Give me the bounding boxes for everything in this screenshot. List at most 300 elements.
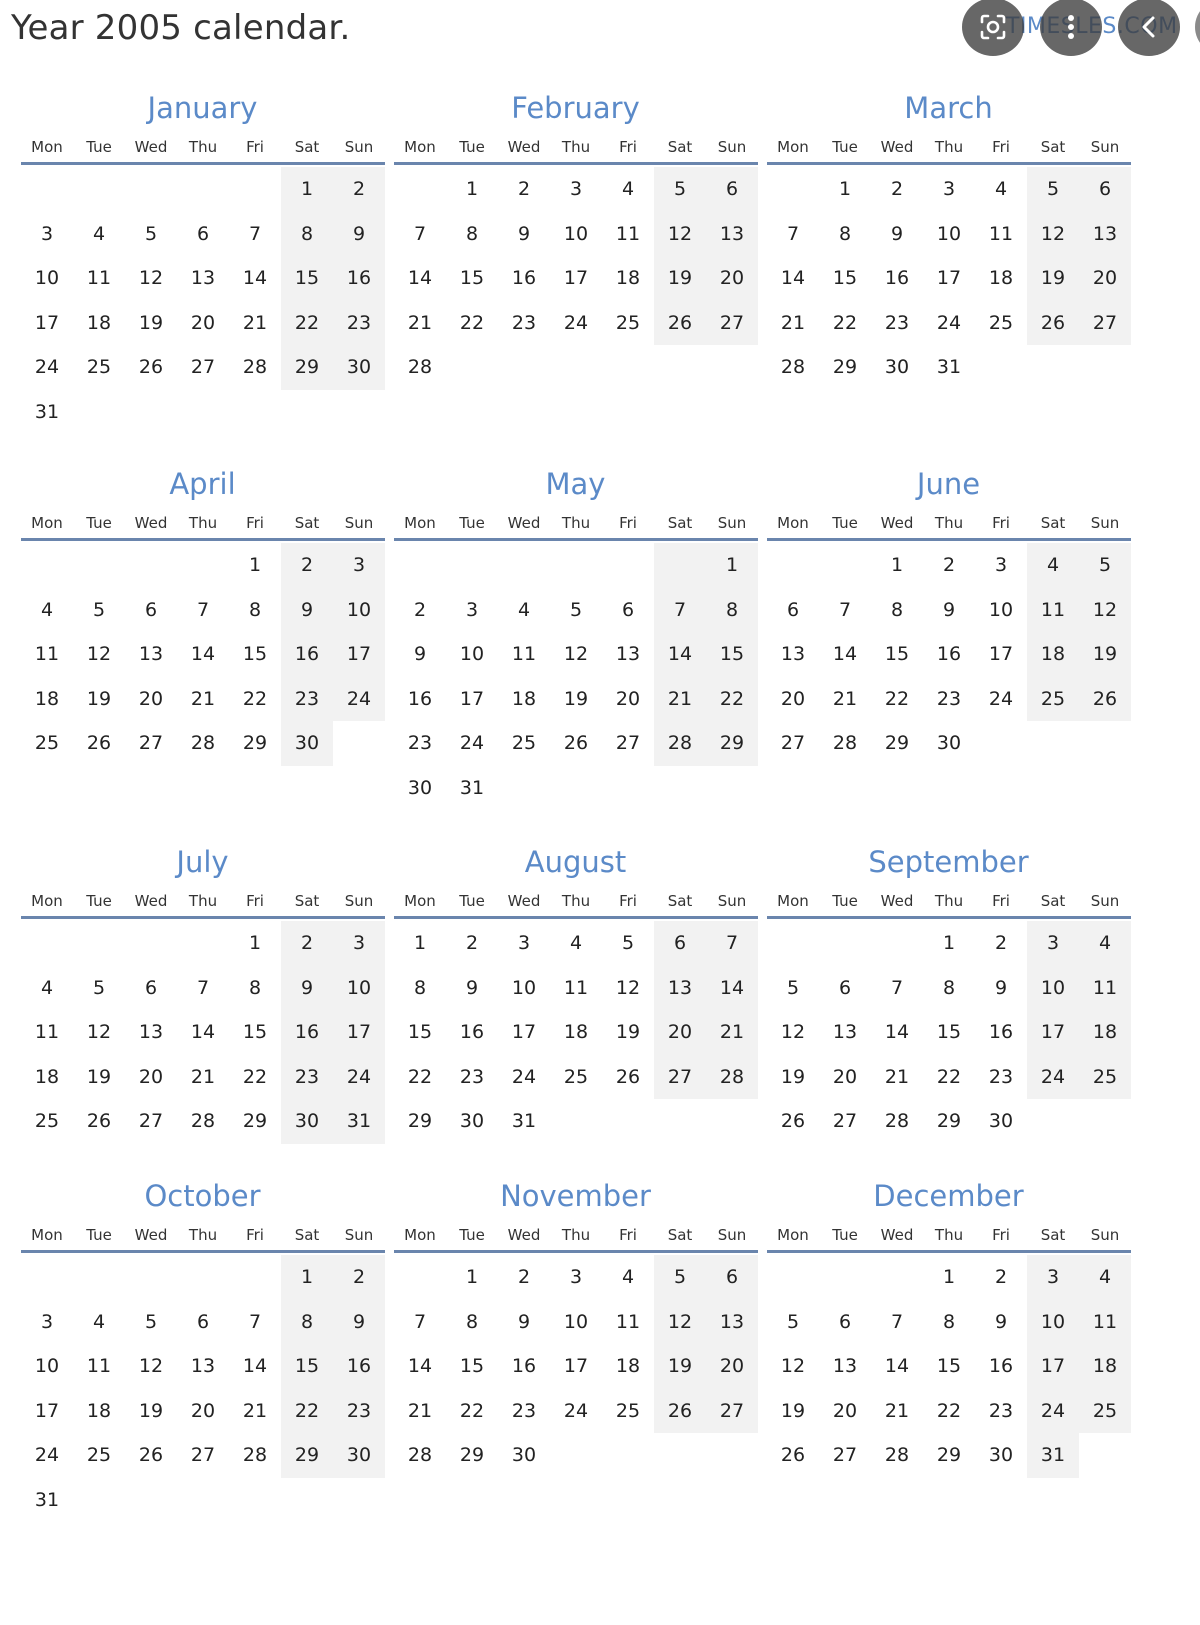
day-cell: 29 [936,1110,962,1132]
weekday-label: Sat [1040,138,1066,156]
day-cell: 25 [615,311,641,334]
day-cell: 31 [333,1099,385,1144]
day-cell: 8 [281,1300,333,1345]
day-cell: 25 [511,732,537,754]
day-cell: 11 [511,643,537,665]
day-cell: 18 [988,267,1014,289]
day-cell: 14 [190,1021,216,1043]
month-title: March [904,91,993,125]
empty-cell [177,921,229,966]
weekday-label: Tue [459,514,485,532]
day-cell: 18 [1079,1010,1131,1055]
weekday-label: Thu [561,138,591,156]
page-title: Year 2005 calendar. [11,8,351,48]
weekday-label: Tue [86,138,112,156]
empty-cell [819,921,871,966]
empty-cell [819,543,871,588]
empty-cell [394,1255,446,1300]
day-cell: 28 [242,356,268,378]
day-cell: 12 [1079,588,1131,633]
day-cell: 9 [517,222,531,245]
empty-cell [73,167,125,212]
day-cell: 28 [884,1110,910,1132]
weekday-label: Sun [717,892,747,910]
empty-cell [767,167,819,212]
day-cell: 13 [1079,212,1131,257]
empty-cell [21,1255,73,1300]
edge-button[interactable] [1195,0,1200,56]
day-cell: 22 [407,1065,433,1088]
day-cell: 17 [563,267,589,289]
day-cell: 20 [832,1065,858,1088]
day-cell: 17 [563,1355,589,1377]
day-cell: 10 [563,222,589,245]
weekday-header [394,510,758,541]
month-march [766,82,1131,390]
day-cell: 8 [413,976,427,999]
day-cell: 20 [1079,256,1131,301]
day-cell: 16 [511,1355,537,1377]
day-cell: 4 [1079,1255,1131,1300]
day-cell: 6 [144,976,158,999]
day-cell: 18 [34,1065,60,1088]
day-grid [21,921,385,1144]
day-cell: 10 [511,976,537,999]
day-cell: 16 [988,1355,1014,1377]
day-cell: 19 [563,687,589,710]
day-cell: 7 [196,976,210,999]
day-cell: 13 [615,643,641,665]
empty-cell [21,167,73,212]
month-january [20,82,385,434]
day-cell: 13 [190,267,216,289]
day-cell: 9 [994,1310,1008,1333]
day-cell: 31 [34,1488,60,1511]
day-grid [21,1255,385,1522]
day-cell: 10 [333,966,385,1011]
day-cell: 21 [780,311,806,334]
weekday-label: Mon [404,514,436,532]
day-cell: 24 [563,1399,589,1422]
weekday-label: Fri [246,138,264,156]
day-cell: 15 [281,256,333,301]
day-cell: 7 [248,222,262,245]
day-cell: 14 [832,643,858,665]
weekday-label: Mon [777,514,809,532]
day-cell: 14 [884,1021,910,1043]
day-cell: 6 [654,921,706,966]
day-cell: 1 [942,932,956,954]
day-cell: 26 [138,356,164,378]
weekday-label: Sat [667,514,693,532]
day-cell: 20 [780,687,806,710]
day-cell: 5 [1027,167,1079,212]
day-cell: 29 [242,732,268,754]
day-cell: 16 [884,267,910,289]
weekday-label: Sat [667,138,693,156]
empty-cell [550,543,602,588]
day-cell: 24 [333,1055,385,1100]
day-cell: 18 [615,1355,641,1377]
weekday-label: Fri [246,514,264,532]
day-cell: 27 [654,1055,706,1100]
day-cell: 19 [780,1399,806,1422]
day-cell: 18 [86,1399,112,1422]
day-cell: 22 [459,311,485,334]
weekday-header [21,510,385,541]
day-cell: 3 [40,222,54,245]
weekday-label: Sat [667,1226,693,1244]
weekday-header [394,1222,758,1253]
day-cell: 3 [40,1310,54,1333]
day-cell: 16 [281,1010,333,1055]
day-cell: 1 [465,1266,479,1288]
day-grid [394,543,758,810]
day-cell: 26 [780,1110,806,1132]
weekday-label: Sat [1040,514,1066,532]
weekday-label: Sun [1090,1226,1120,1244]
day-cell: 17 [459,687,485,710]
day-cell: 6 [838,976,852,999]
weekday-label: Wed [880,514,914,532]
day-cell: 14 [407,1355,433,1377]
day-cell: 24 [936,311,962,334]
weekday-label: Wed [880,138,914,156]
empty-cell [21,921,73,966]
weekday-label: Sun [344,1226,374,1244]
day-cell: 3 [333,921,385,966]
day-cell: 8 [248,598,262,621]
weekday-label: Sun [344,892,374,910]
day-cell: 14 [706,966,758,1011]
day-cell: 7 [413,222,427,245]
day-cell: 13 [780,643,806,665]
weekday-label: Tue [86,1226,112,1244]
day-cell: 22 [832,311,858,334]
day-cell: 4 [40,976,54,999]
day-cell: 2 [994,932,1008,954]
weekday-label: Sat [294,138,320,156]
day-cell: 12 [138,267,164,289]
lens-button[interactable] [962,0,1024,56]
weekday-label: Thu [561,892,591,910]
weekday-label: Sat [294,892,320,910]
empty-cell [73,1255,125,1300]
day-cell: 28 [780,356,806,378]
day-cell: 28 [884,1444,910,1466]
weekday-label: Sun [717,514,747,532]
day-grid [21,167,385,434]
weekday-label: Tue [832,514,858,532]
day-cell: 22 [242,687,268,710]
weekday-header [767,888,1131,919]
empty-cell [767,1255,819,1300]
weekday-label: Mon [31,514,63,532]
day-cell: 23 [511,311,537,334]
month-title: July [176,845,229,879]
day-cell: 15 [242,643,268,665]
day-cell: 31 [511,1110,537,1132]
day-cell: 18 [615,267,641,289]
day-cell: 11 [1079,1300,1131,1345]
weekday-label: Thu [188,1226,218,1244]
weekday-label: Tue [459,1226,485,1244]
day-cell: 31 [34,400,60,423]
day-cell: 2 [994,1266,1008,1288]
day-cell: 10 [34,267,60,289]
day-cell: 19 [780,1065,806,1088]
weekday-label: Mon [777,1226,809,1244]
day-cell: 19 [654,256,706,301]
day-cell: 18 [86,311,112,334]
month-title: June [916,467,981,501]
day-cell: 9 [942,598,956,621]
day-cell: 20 [706,256,758,301]
day-cell: 10 [459,643,485,665]
day-cell: 19 [1079,632,1131,677]
day-cell: 6 [196,1310,210,1333]
day-cell: 19 [86,1065,112,1088]
weekday-label: Sun [1090,138,1120,156]
day-cell: 11 [86,267,112,289]
weekday-label: Fri [246,1226,264,1244]
day-cell: 3 [1027,921,1079,966]
day-cell: 30 [281,721,333,766]
month-title: November [500,1179,651,1213]
weekday-label: Wed [507,138,541,156]
day-cell: 12 [615,976,641,999]
day-cell: 22 [936,1399,962,1422]
day-cell: 15 [884,643,910,665]
day-cell: 13 [832,1355,858,1377]
day-cell: 29 [407,1110,433,1132]
day-cell: 9 [333,1300,385,1345]
empty-cell [177,167,229,212]
month-september [766,836,1131,1144]
weekday-label: Sun [717,138,747,156]
day-cell: 5 [621,932,635,954]
weekday-label: Thu [934,1226,964,1244]
day-cell: 29 [884,732,910,754]
day-cell: 15 [936,1355,962,1377]
day-cell: 14 [884,1355,910,1377]
weekday-label: Fri [619,1226,637,1244]
day-cell: 23 [281,1055,333,1100]
day-cell: 28 [407,356,433,378]
month-title: April [169,467,236,501]
day-grid [394,167,758,390]
empty-cell [498,543,550,588]
day-cell: 4 [621,1266,635,1288]
day-cell: 24 [1027,1389,1079,1434]
day-cell: 10 [34,1355,60,1377]
day-cell: 21 [884,1399,910,1422]
weekday-label: Fri [619,138,637,156]
day-cell: 3 [994,554,1008,576]
day-cell: 27 [706,1389,758,1434]
day-cell: 10 [1027,966,1079,1011]
day-cell: 18 [34,687,60,710]
day-cell: 21 [407,1399,433,1422]
weekday-label: Wed [507,892,541,910]
back-button[interactable] [1118,0,1180,56]
day-cell: 19 [138,311,164,334]
day-cell: 10 [936,222,962,245]
weekday-label: Tue [459,138,485,156]
day-cell: 22 [884,687,910,710]
day-cell: 15 [459,267,485,289]
day-cell: 31 [459,776,485,799]
day-cell: 21 [832,687,858,710]
day-cell: 5 [786,976,800,999]
weekday-label: Mon [777,892,809,910]
day-cell: 26 [1027,301,1079,346]
day-cell: 19 [138,1399,164,1422]
day-cell: 18 [563,1021,589,1043]
weekday-label: Tue [832,138,858,156]
day-cell: 21 [654,677,706,722]
weekday-label: Wed [134,138,168,156]
day-cell: 2 [517,1266,531,1288]
day-cell: 7 [706,921,758,966]
day-grid [767,543,1131,766]
day-cell: 11 [615,222,641,245]
day-cell: 20 [190,1399,216,1422]
weekday-label: Tue [832,892,858,910]
month-title: February [511,91,640,125]
weekday-label: Sat [1040,892,1066,910]
day-cell: 25 [1079,1389,1131,1434]
day-cell: 3 [517,932,531,954]
day-cell: 9 [281,966,333,1011]
weekday-label: Wed [134,892,168,910]
weekday-label: Mon [404,892,436,910]
empty-cell [229,167,281,212]
day-cell: 29 [832,356,858,378]
month-august [393,836,758,1144]
day-cell: 27 [615,732,641,754]
day-cell: 23 [333,301,385,346]
day-cell: 16 [459,1021,485,1043]
weekday-header [767,510,1131,541]
month-title: September [868,845,1029,879]
empty-cell [819,1255,871,1300]
day-cell: 21 [407,311,433,334]
weekday-label: Wed [880,892,914,910]
day-cell: 17 [34,1399,60,1422]
day-cell: 19 [615,1021,641,1043]
day-cell: 1 [281,167,333,212]
weekday-label: Sun [1090,514,1120,532]
weekday-label: Thu [188,514,218,532]
day-cell: 24 [34,356,60,378]
day-cell: 24 [459,732,485,754]
day-cell: 6 [196,222,210,245]
weekday-label: Mon [404,1226,436,1244]
more-options-button[interactable] [1040,0,1102,56]
day-cell: 25 [34,1110,60,1132]
chevron-left-icon [1139,15,1159,39]
day-cell: 9 [465,976,479,999]
day-cell: 1 [248,932,262,954]
day-cell: 15 [706,632,758,677]
weekday-label: Sat [1040,1226,1066,1244]
weekday-label: Tue [459,892,485,910]
month-november [393,1170,758,1478]
empty-cell [767,543,819,588]
weekday-header [21,1222,385,1253]
day-cell: 27 [832,1110,858,1132]
day-cell: 29 [936,1444,962,1466]
day-cell: 13 [832,1021,858,1043]
day-cell: 3 [1027,1255,1079,1300]
day-cell: 7 [413,1310,427,1333]
weekday-label: Sat [294,514,320,532]
day-cell: 11 [1079,966,1131,1011]
day-cell: 3 [942,178,956,200]
day-cell: 20 [832,1399,858,1422]
day-cell: 23 [333,1389,385,1434]
day-cell: 11 [1027,588,1079,633]
weekday-label: Fri [619,514,637,532]
day-cell: 11 [563,976,589,999]
day-cell: 20 [706,1344,758,1389]
day-cell: 24 [34,1444,60,1466]
weekday-label: Wed [134,514,168,532]
day-cell: 16 [281,632,333,677]
day-cell: 25 [1027,677,1079,722]
day-cell: 14 [190,643,216,665]
day-cell: 5 [144,222,158,245]
day-cell: 29 [459,1444,485,1466]
day-cell: 16 [936,643,962,665]
month-june [766,458,1131,766]
weekday-label: Fri [246,892,264,910]
day-cell: 12 [138,1355,164,1377]
day-cell: 21 [706,1010,758,1055]
day-cell: 18 [1027,632,1079,677]
day-cell: 30 [936,732,962,754]
weekday-label: Mon [31,138,63,156]
weekday-header [394,888,758,919]
weekday-label: Thu [188,892,218,910]
day-cell: 2 [465,932,479,954]
weekday-label: Wed [507,1226,541,1244]
day-cell: 14 [780,267,806,289]
lens-icon [978,12,1008,42]
day-cell: 17 [34,311,60,334]
weekday-label: Wed [507,514,541,532]
day-cell: 20 [190,311,216,334]
day-cell: 26 [86,1110,112,1132]
day-cell: 8 [838,222,852,245]
day-cell: 27 [706,301,758,346]
empty-cell [446,543,498,588]
day-cell: 23 [459,1065,485,1088]
day-cell: 6 [706,167,758,212]
day-cell: 21 [242,1399,268,1422]
weekday-header [767,134,1131,165]
day-cell: 1 [706,543,758,588]
weekday-label: Fri [992,514,1010,532]
weekday-label: Wed [134,1226,168,1244]
day-grid [394,921,758,1144]
empty-cell [21,543,73,588]
day-cell: 20 [138,687,164,710]
day-cell: 18 [511,687,537,710]
day-cell: 25 [563,1065,589,1088]
day-cell: 4 [1027,543,1079,588]
